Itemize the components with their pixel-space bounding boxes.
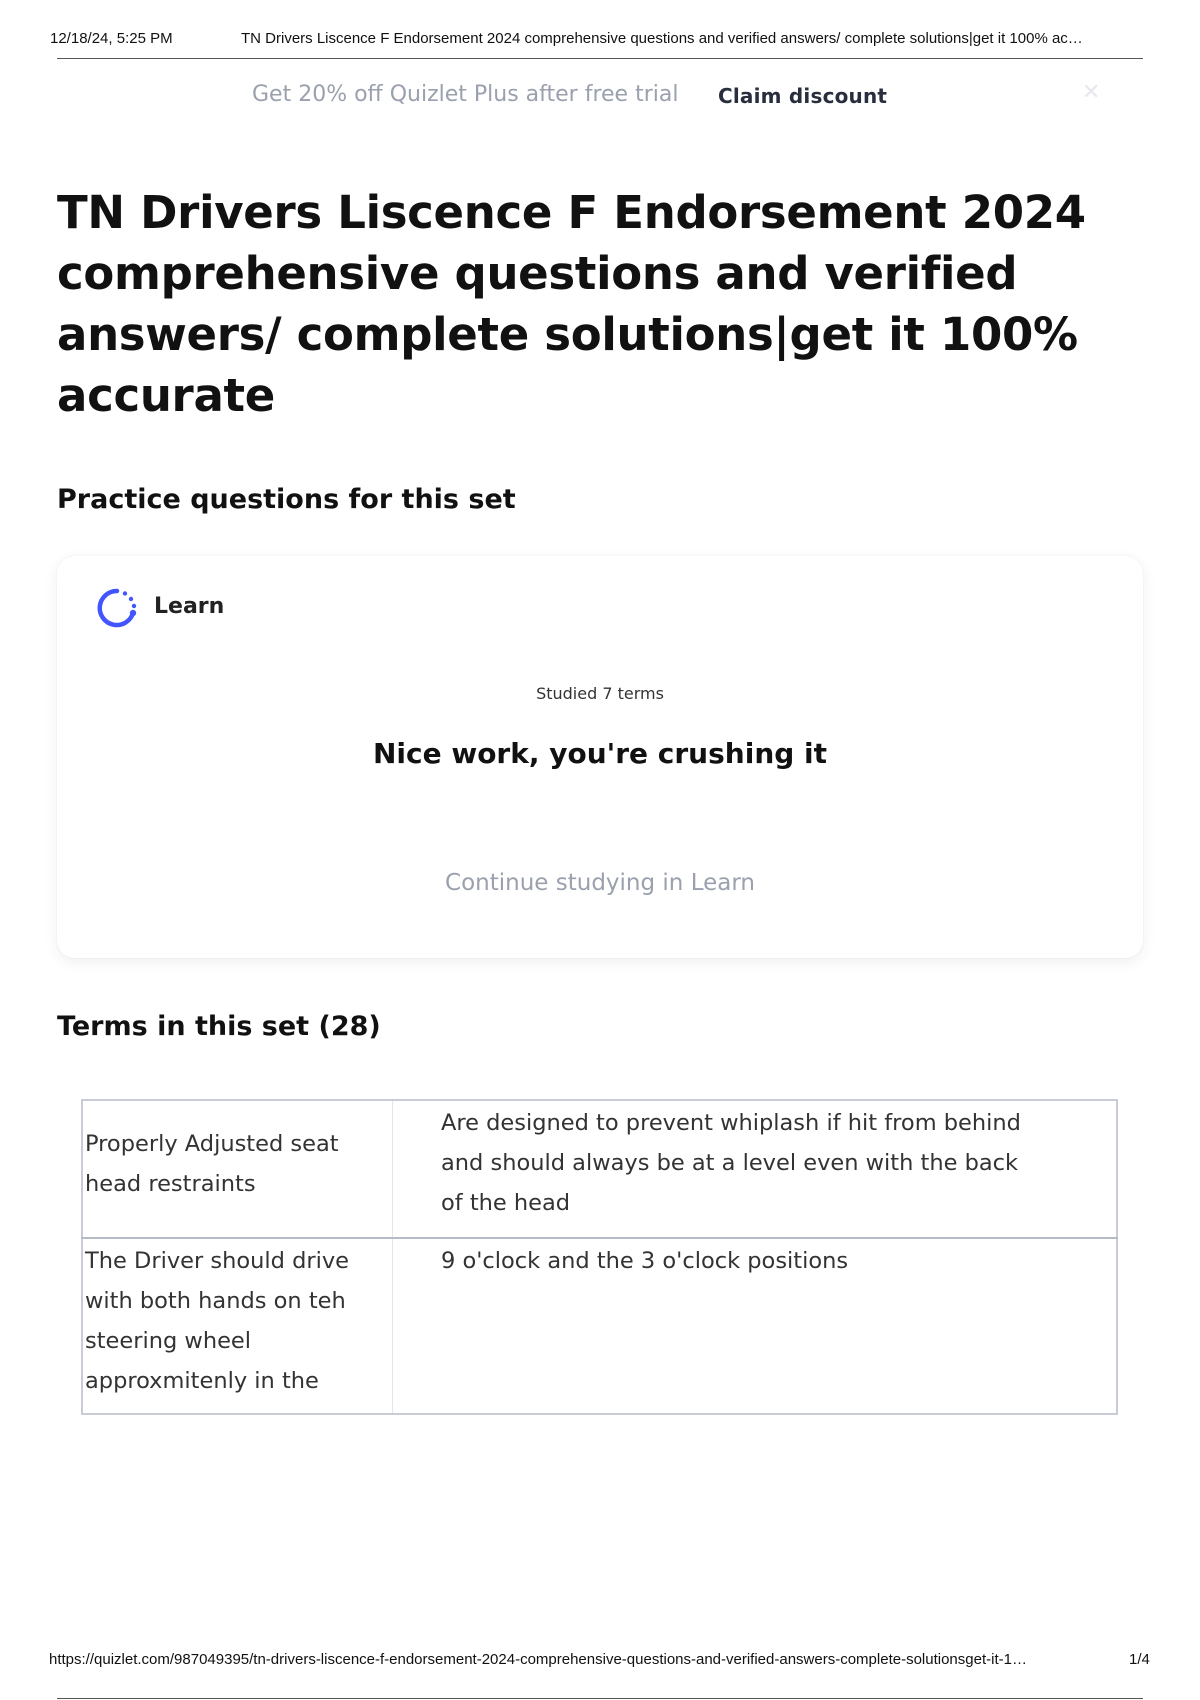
table-row [82, 1100, 1117, 1238]
print-datetime: 12/18/24, 5:25 PM [50, 30, 173, 47]
page-number: 1/4 [1129, 1651, 1150, 1668]
term-text: Properly Adjusted seat head restraints [85, 1131, 339, 1197]
studied-count: Studied 7 terms [536, 684, 664, 703]
term-cell [82, 1238, 393, 1414]
footer-divider [57, 1698, 1143, 1699]
practice-heading: Practice questions for this set [57, 484, 516, 515]
promo-banner [0, 80, 1200, 114]
term-cell [82, 1100, 393, 1238]
definition-cell [393, 1238, 1118, 1414]
learn-label: Learn [154, 594, 225, 619]
terms-table [81, 1099, 1118, 1415]
definition-cell [393, 1100, 1118, 1238]
terms-heading: Terms in this set (28) [57, 1011, 381, 1042]
learn-progress-icon [95, 586, 139, 630]
term-text: The Driver should drive with both hands on teh steering wheel approxmitenly in the [85, 1248, 350, 1394]
page-title: TN Drivers Liscence F Endorsement 2024 comprehensive questions and verified answers/ complete solutions|get it 100% accurate [57, 186, 1086, 422]
learn-card[interactable] [57, 556, 1143, 958]
close-icon[interactable]: ✕ [1082, 80, 1101, 105]
continue-learn-button[interactable]: Continue studying in Learn [445, 870, 755, 896]
claim-discount-button[interactable]: Claim discount [718, 84, 888, 108]
definition-text: Are designed to prevent whiplash if hit from behind and should always be at a level even with the back of the head [441, 1110, 1021, 1216]
print-header [50, 28, 1143, 59]
print-doc-title: TN Drivers Liscence F Endorsement 2024 comprehensive questions and verified answers/ complete solutions|get it 100% ac… [241, 30, 1083, 47]
table-row [82, 1238, 1117, 1414]
promo-text: Get 20% off Quizlet Plus after free trial [252, 82, 679, 107]
definition-text: 9 o'clock and the 3 o'clock positions [441, 1248, 849, 1274]
progress-message: Nice work, you're crushing it [372, 737, 828, 770]
footer-url: https://quizlet.com/987049395/tn-drivers-liscence-f-endorsement-2024-comprehensive-questions-and-verified-answers-complete-solutionsget-it-1… [49, 1651, 1027, 1668]
